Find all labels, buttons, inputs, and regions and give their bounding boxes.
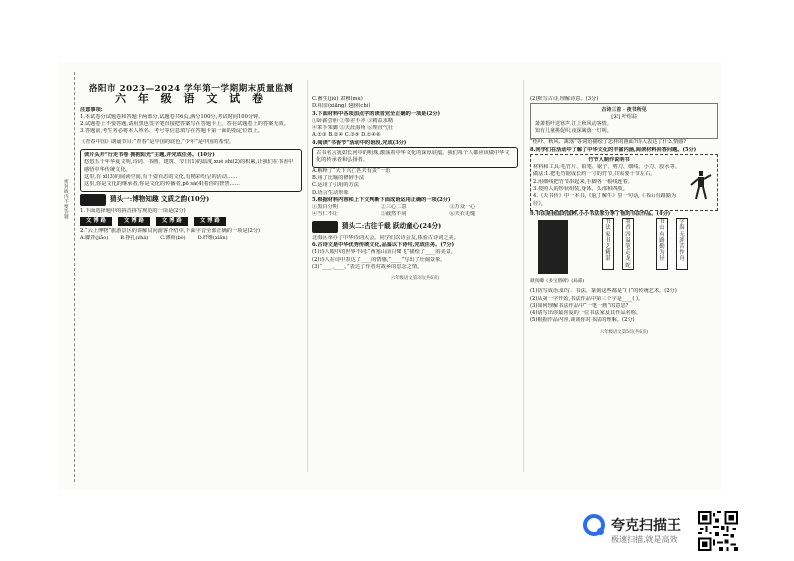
question-4: 4.阅读“书香节”活动中的语段,完成(3分): [312, 139, 407, 146]
column-divider: [307, 80, 308, 472]
intro-prompt: 读片头开“行走书卷 拥抱阳光”主题,并完成任务。(10分): [84, 152, 215, 159]
q4-choice: B.用了比喻的修辞手法: [312, 174, 365, 181]
pinyin-choices: [80, 217, 302, 226]
scanner-watermark: [583, 514, 681, 544]
q4-choice: A.解释了“天下兴亡匹夫有责”一语: [312, 167, 391, 174]
instruction-box: [530, 154, 718, 211]
poem-title: 古诗三首 · 夜书所见: [601, 107, 647, 114]
binding-line: [74, 72, 76, 482]
question-8: 8.同学们在活动中了解了中华文化的丰富内涵,阅读材料回答问题。(5分): [530, 146, 697, 153]
calligraphy-scroll: 书山有路勤为径: [656, 218, 668, 270]
column-right: [530, 96, 718, 336]
instruction-title: 竹节人制作说明书: [588, 156, 630, 163]
intro-quote: 《青春中国》朗诵节目:“青春”是中国的底色,“少年”是中国的希望。: [80, 138, 235, 145]
intro-passage: 这里,你是文化的继承者,你是文化的传播者,pō sǎ(4)着你的智慧……: [84, 181, 240, 188]
option: ⑤截然不同: [380, 211, 407, 218]
instruction-line: 4.《天书传》中一本书,《庖丁解牛》里一句话,《书山有路勤为径》。: [533, 193, 677, 207]
calligraphy-area: [530, 218, 718, 288]
section2-banner: 猜头二:古往千载 跃动童心(24分): [312, 221, 518, 233]
q6-line: (3)“____,____。”表达了作者对故乡的思念之情。: [312, 263, 423, 270]
q5-choices: [312, 204, 518, 219]
choice-tab: 文 博 路: [194, 217, 226, 226]
option: C.薄荷(bò): [160, 235, 186, 242]
instruction-line: 做法:1.把毛竹锯成长约一寸的竹节,共需要十节左右。: [533, 171, 656, 178]
q9-line: (3)如何理解书法作品中“一笔一画”的意思?: [530, 302, 629, 309]
question-1: 1.下面选择题中的拼音拼写规范的一项是(2分): [80, 207, 186, 214]
notice-item: 3.答题前,考生务必将本人姓名、考号等信息填写在答题卡第一面的指定位置上。: [80, 128, 263, 135]
question-7: (2)默写古诗,理解诗意。(3分): [530, 96, 599, 102]
instruction-line: 2.用细线把竹节串起来,手脚各一根线连着。: [533, 178, 633, 185]
option: D.纤维(xiān): [197, 235, 228, 242]
option: ②三心二意: [380, 204, 407, 211]
choice-tab: 文 博 路: [80, 217, 112, 226]
page-footer: 六年级语文第3页(共6页): [390, 276, 440, 282]
figure-caption: 颜真卿《多宝塔碑》(局部): [530, 279, 585, 285]
seal-line-label: 密封线内不要答题: [64, 180, 69, 220]
column-left: [80, 86, 302, 243]
column-divider: [523, 80, 524, 472]
section1-banner: 猜头一:博物知趣 文质之韵(10分): [80, 194, 302, 206]
q6-line: (2)诗人在诗中表达了____的情感,“____”写出了壮阔景象。: [312, 256, 446, 263]
option: A.脚背(jiǎo): [80, 235, 109, 242]
q3-line: ④笨手笨脚 ⑤天涯海角 ⑥理直气壮: [312, 125, 394, 132]
q4-choice: D.语言生动形象: [312, 189, 349, 196]
watermark-brand: 夸克扫描王: [611, 518, 681, 534]
ink-brush-icon: [80, 194, 106, 206]
q9-line: (1)仿写成语:如写、书法、篆刻这些都是“( )”的传统艺术。(2分): [530, 288, 677, 295]
question-2: 2.“云上博物”旅游景区的讲解员向游客介绍中,下面字音全部正确的一项是(2分): [80, 228, 261, 235]
question-5: 5.根据材料内容和上下文判断下面成语运用正确的一项(2分): [312, 196, 451, 203]
calligraphy-scroll: 学海无涯苦作舟: [676, 218, 688, 270]
poem-box: [530, 103, 718, 139]
page-footer: 六年级语文第5页(共6页): [599, 329, 649, 335]
intro-passage: 这里,有 xī(3)的阅读空间,有千姿百态的文化,有精彩纷呈的活动……: [84, 173, 238, 180]
q4-passage: 古书名言犹如长河中的明珠,激荡着中华文化的深厚底蕴。我们每个人都应该做中华文化的传承者和弘扬者。: [316, 150, 510, 164]
intro-box: [80, 149, 302, 191]
q6-line: (1)诗人眼中的世界不同:“西塞山前白鹭飞”描绘了____的美景。: [312, 249, 457, 256]
choice-tab: 文 博 路: [118, 217, 150, 226]
instruction-line: 材料和工具:毛竹片、铅笔、锯子、剪刀、细线、小刀、胶水等。: [533, 164, 680, 171]
question-3: 3.下面材料中各项加点字的读音完全正确的一项是(2分): [312, 110, 441, 117]
poem-line: 萧萧梧叶送寒声,江上秋风动客情。: [535, 121, 612, 128]
option: ①黑白分明: [312, 204, 338, 211]
calligraphy-scroll: 书法家书艺精湛: [602, 218, 614, 270]
options-carryover: D.相亲(xiāng) 翅膀(chì): [312, 103, 371, 110]
exam-title: 洛阳市 2023—2024 学年第一学期期末质量监测: [88, 84, 294, 94]
column-middle: [312, 96, 518, 283]
bamboo-puppet-icon: [689, 169, 713, 203]
poem-author: [宋] 叶绍翁: [611, 114, 637, 121]
q9-line: (5)根据作品内容,谈谈你对书法的理解。(2分): [530, 317, 635, 324]
question-2-options: [80, 235, 302, 242]
q9-line: (4)请写出你最喜爱的一位书法家及其作品名称。: [530, 310, 642, 317]
qr-code-icon[interactable]: [698, 511, 738, 551]
poem-question: “梧叶、秋风、篱落”等词语描绘了怎样的画面?诗人表达了什么情感?: [530, 139, 687, 146]
poem-line: 知有儿童挑促织,夜深篱落一灯明。: [535, 128, 612, 135]
option: ③万众一心: [449, 204, 476, 211]
quark-logo-icon: [583, 514, 605, 536]
notice-heading: 注意事项:: [80, 106, 103, 113]
q3-line: ①卧薪尝胆 ②参差不齐 ③精益求精: [312, 117, 394, 124]
intro-passage: 悠悠五千年华夏文明,诗词、书画、建筑、节日(1)的温度,xué shì(2)的积累,让我们在书香中感悟中华传统文化。: [84, 159, 294, 173]
notice-item: 2.试题卷上不要答题,请用黑色签字笔直接把答案写在答题卡上。答在试题卷上的答案无效。: [80, 121, 289, 128]
option: B.挣扎(zhá): [120, 235, 149, 242]
q3-choices: A.①③ B.②④ C.③⑤ D.①④⑥: [312, 132, 381, 139]
calligraphy-scroll: 墨香四溢笔走龙蛇: [622, 218, 634, 270]
q9-line: (2)从第一字开始,书法作品中第三个字是____( )。: [530, 295, 644, 302]
options-carryover: C.畜生(jiù) 肃穆(mù): [312, 96, 363, 102]
option: ⑥天衣无缝: [449, 211, 476, 218]
option: ④当仁不让: [312, 211, 338, 218]
q4-passage-box: [312, 147, 518, 168]
watermark-slogan: 极速扫描,就是高效: [611, 535, 678, 544]
q4-choice: C.运用了引用的方法: [312, 182, 359, 189]
calligraphy-rubbing-image: [538, 220, 568, 274]
question-6: 6.古诗文是中华优秀传统文化,品鉴以下诗句,完成任务。(7分): [312, 242, 455, 249]
question-9: 9.书法是我国的国粹,小小书法家分享了他的书法作品。(4分): [530, 210, 671, 217]
exam-subtitle: 六 年 级 语 文 试 卷: [115, 92, 267, 106]
instruction-line: 3.按照人的形状组装,身体、头部和四肢。: [533, 186, 628, 193]
poem-intro: 北海区举办了中华诗词大会。同学们以诗会友,体验古诗词之美。: [312, 234, 459, 241]
notice-item: 1.本试卷分试题卷和答题卡两部分,试题卷共6页,满分100分,考试时间100分钟。: [80, 113, 264, 120]
choice-tab: 文 博 路: [156, 217, 188, 226]
ink-brush-icon: [312, 221, 338, 233]
